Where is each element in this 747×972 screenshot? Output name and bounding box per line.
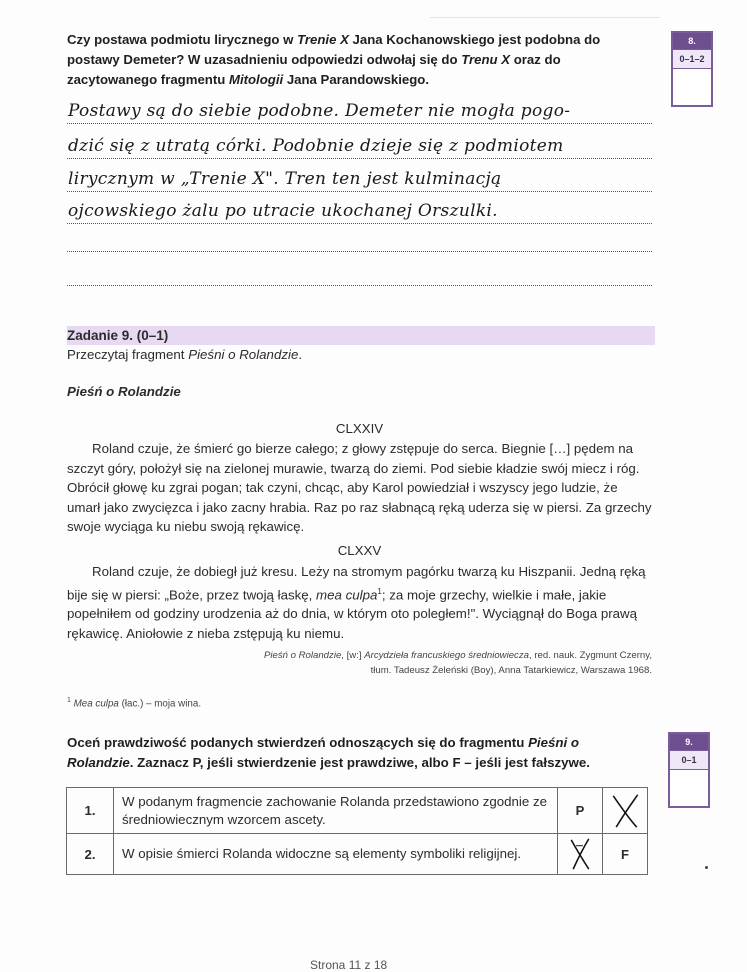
score-box-range: 0–1–2 (673, 49, 711, 69)
score-box-range: 0–1 (670, 750, 708, 770)
q8-italic-tren: Trenie X (297, 32, 349, 47)
q8-text: Czy postawa podmiotu lirycznego w (67, 32, 298, 47)
page-number: Strona 11 z 18 (310, 958, 388, 972)
score-box-empty[interactable] (670, 770, 708, 806)
option-p[interactable] (558, 788, 603, 834)
row-statement: W opisie śmierci Rolanda widoczne są elementy symboliki religijnej. (114, 834, 558, 875)
handwritten-line-1: Postawy są do siebie podobne. Demeter nie mogła pogo- (68, 101, 571, 121)
src-w: , [w:] (341, 650, 365, 661)
q9-text-c: . Zaznacz P, jeśli stwierdzenie jest prawdziwe, albo F – jeśli jest fałszywe. (129, 755, 590, 770)
true-false-table (66, 787, 648, 875)
question-8-prompt (67, 30, 647, 90)
src-title: Pieśń o Rolandzie (263, 650, 342, 661)
footnote (67, 697, 201, 709)
handwritten-line-4: ojcowskiego żalu po utracie ukochanej Orszulki. (68, 201, 498, 221)
section-2-text (67, 562, 652, 643)
q8-text-2: Jana Kochanowskiego jest podobna do postawy Demeter? W uzasadnieniu odpowiedzi odwołaj się do (67, 32, 601, 67)
score-box-8 (671, 31, 713, 107)
poem-title: Pieśń o Rolandzie (67, 384, 181, 399)
score-box-9 (668, 732, 710, 808)
q9-text-a: Oceń prawdziwość podanych stwierdzeń odnoszących się do fragmentu (67, 735, 529, 750)
q8-text-3: oraz do zacytowanego fragmentu (67, 52, 561, 87)
option-f[interactable] (603, 834, 648, 875)
option-p-marked[interactable] (558, 834, 603, 875)
instr-text: Przeczytaj fragment (67, 347, 189, 362)
row-statement: W podanym fragmencie zachowanie Rolanda przedstawiono zgodnie ze średniowiecznym wzorcem ascety. (114, 788, 558, 834)
section-heading-clxxv: CLXXV (337, 543, 382, 558)
q8-italic-tren2: Trenu X (461, 52, 511, 67)
score-box-empty[interactable] (673, 69, 711, 105)
row-number: 1. (67, 788, 114, 834)
answer-line-5[interactable] (67, 223, 652, 252)
instr-dot: . (298, 347, 303, 362)
handwritten-line-3: lirycznym w „Trenie X". Tren ten jest kulminacją (68, 169, 502, 189)
answer-line-6[interactable] (67, 257, 652, 286)
footnote-rest: (łac.) – moja wina. (118, 698, 202, 710)
footnote-mark: 1 (67, 697, 71, 704)
section-heading-clxxiv: CLXXIV (335, 421, 384, 436)
task-9-instruction (67, 345, 302, 365)
source-line-1 (140, 648, 652, 663)
top-rule (430, 17, 660, 18)
src-red: , red. nauk. Zygmunt Czerny, (529, 650, 652, 661)
score-box-number: 9. (670, 734, 708, 750)
row-number: 2. (67, 834, 114, 875)
s2-mea-culpa: mea culpa (316, 586, 378, 602)
task-9-header (67, 326, 655, 345)
option-p-label: P (575, 803, 585, 818)
s2-text-a: Roland czuje, że dobiegł już kresu. Leży na stromym pagórku twarzą ku Hiszpanii. Jedną ręką bije się w piersi: „Boże, przez twoją łaskę, (67, 564, 646, 602)
task-9-question (67, 733, 647, 773)
section-1-text: Roland czuje, że śmierć go bierze całego; z głowy zstępuje do serca. Biegnie […] pędem na szczyt góry, położył się na zielonej murawie, twarzą do ziemi. Pod siebie kładzie swój miecz i róg. Obrócił głowę ku zgrai pogan; tak czyni, chcąc, aby Karol powiedział i wszyscy jego ludzie, że umarł jako zwycięzca i jako zacny hrabia. Raz po raz słabnącą ręką uderza się w piersi. Za grzechy swoje wyciąga ku niebu swoją rękawicę. (67, 441, 652, 534)
handwritten-line-2: dzić się z utratą córki. Podobnie dzieje się z podmiotem (68, 136, 564, 156)
score-box-number: 8. (673, 33, 711, 49)
s2-footnote-ref: 1 (377, 586, 382, 596)
q9-italic: Pieśni o Rolandzie (67, 735, 580, 770)
s2-text-c: ; za moje grzechy, wielkie i małe, jakie popełniłem od godziny urodzenia aż do dnia, w którym oto poległem!". Wyciągnął do Boga prawą rękawicę. Aniołowie z nieba zstępują ku niemu. (67, 586, 638, 641)
margin-dot (705, 866, 708, 869)
src-book: Arcydzieła francuskiego średniowiecza (364, 650, 529, 661)
q8-italic-mitologii: Mitologii (228, 72, 284, 87)
q8-text-4: Jana Parandowskiego. (283, 72, 430, 87)
option-f-marked[interactable] (603, 788, 648, 834)
x-mark-icon (558, 834, 602, 874)
table-row (67, 834, 648, 875)
table-row (67, 788, 648, 834)
x-mark-icon (603, 788, 647, 833)
task-9-title: Zadanie 9. (0–1) (67, 328, 169, 343)
source-citation (140, 648, 652, 678)
instr-italic: Pieśni o Rolandzie (188, 347, 299, 362)
footnote-term: Mea culpa (73, 698, 119, 710)
option-f-label: F (621, 846, 629, 862)
source-line-2: tłum. Tadeusz Żeleński (Boy), Anna Tatarkiewicz, Warszawa 1968. (370, 665, 652, 676)
